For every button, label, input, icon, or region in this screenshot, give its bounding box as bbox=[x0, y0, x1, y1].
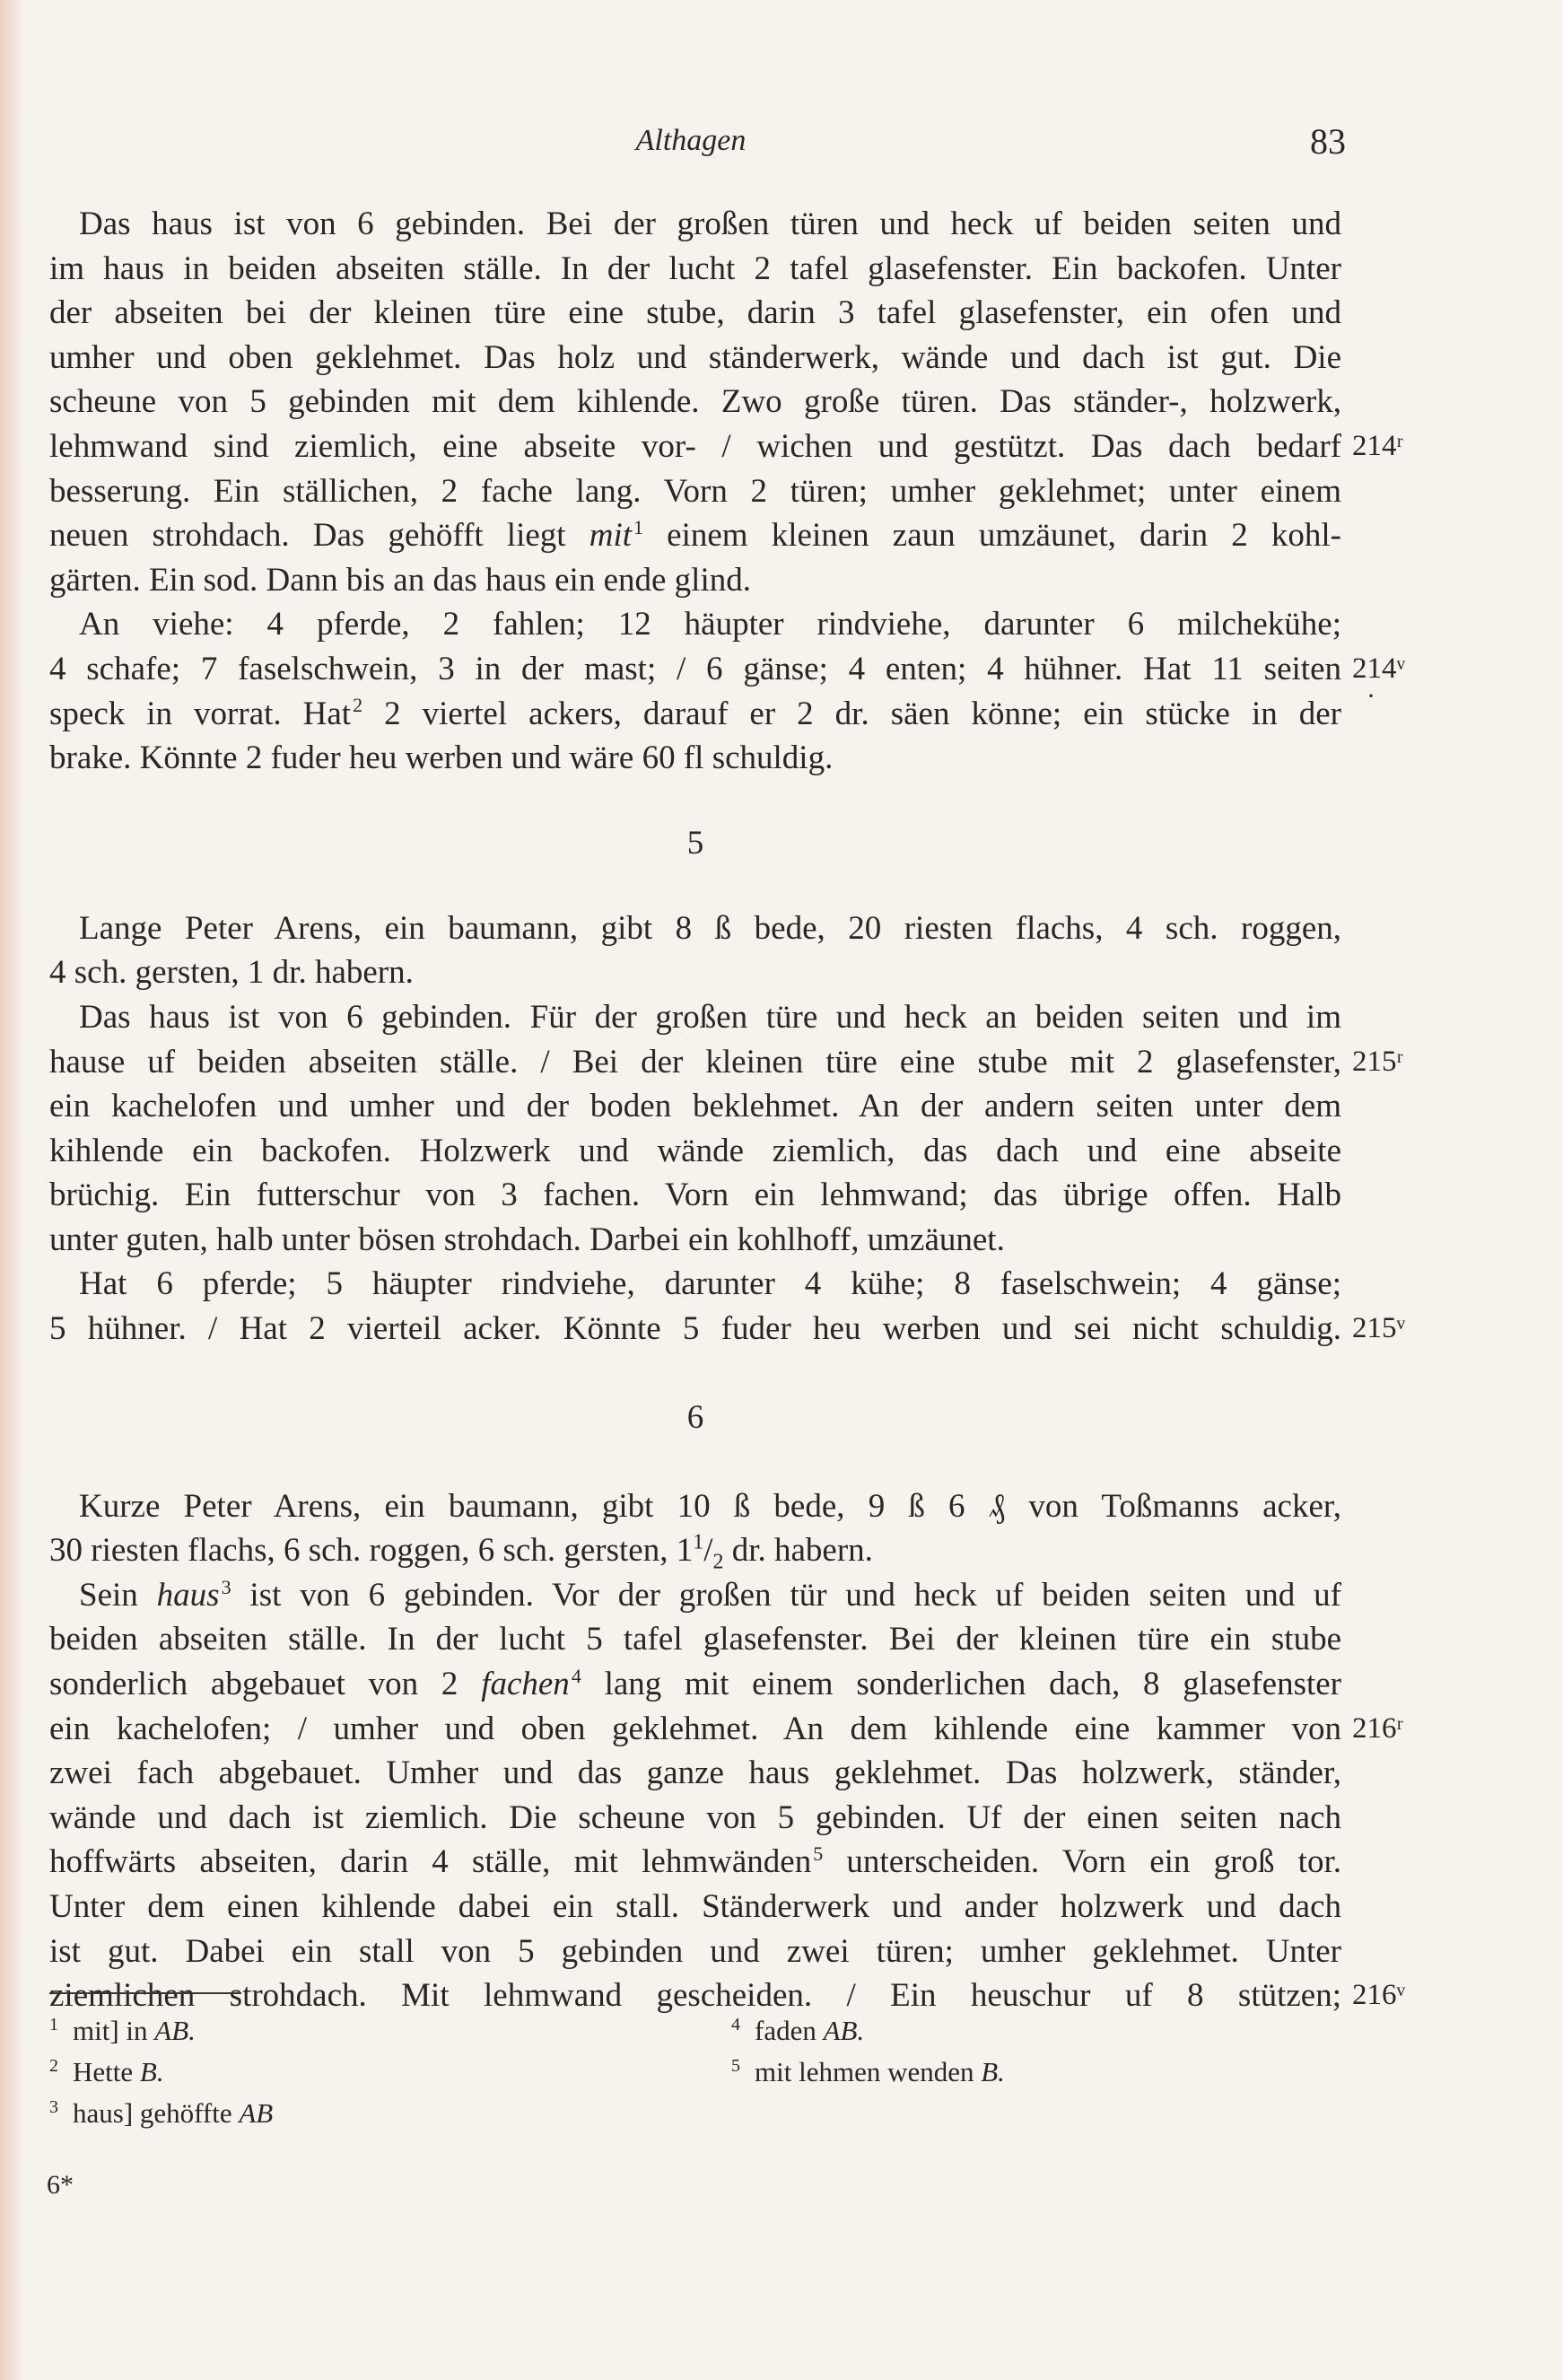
text-line bbox=[49, 247, 1341, 292]
text-line bbox=[49, 1484, 1341, 1529]
footnote-siglum: AB. bbox=[823, 2015, 865, 2046]
line-text: 30 riesten flachs, 6 sch. roggen, 6 sch. gersten, 1 bbox=[49, 1532, 694, 1570]
fraction-numerator: 1 bbox=[693, 1530, 704, 1554]
text-line bbox=[49, 1528, 1341, 1573]
footnote bbox=[731, 2010, 1005, 2052]
line-text: der abseiten bei der kleinen türe eine stube, darin 3 tafel glasefenster, ein ofen und bbox=[49, 294, 1341, 332]
line-text: 4 sch. gersten, 1 dr. habern. bbox=[49, 954, 414, 992]
line-text: hause uf beiden abseiten ställe. / Bei der kleinen türe eine stube mit 2 glasefenster, bbox=[49, 1043, 1341, 1081]
footnote-ref: 5 bbox=[813, 1842, 824, 1866]
text-line bbox=[49, 736, 1341, 781]
text-line bbox=[49, 1840, 1341, 1885]
line-text: gärten. Ein sod. Dann bis an das haus ein ende glind. bbox=[49, 561, 751, 599]
line-text: wände und dach ist ziemlich. Die scheune von 5 gebinden. Uf der einen seiten nach bbox=[49, 1798, 1341, 1836]
footnote-text: Hette bbox=[73, 2056, 140, 2087]
text-line bbox=[49, 202, 1341, 247]
line-text: 4 schafe; 7 faselschwein, 3 in der mast; / 6 gänse; 4 enten; 4 hühner. Hat 11 seiten bbox=[49, 650, 1341, 687]
page-number: 83 bbox=[1310, 121, 1346, 162]
line-text: umher und oben geklehmet. Das holz und ständerwerk, wände und dach ist gut. Die bbox=[49, 338, 1341, 376]
page-title: Althagen bbox=[635, 124, 747, 157]
line-text: zwei fach abgebauet. Umher und das ganze haus geklehmet. Das holzwerk, ständer, bbox=[49, 1754, 1341, 1792]
text-line bbox=[49, 1929, 1341, 1974]
line-text: lehmwand sind ziemlich, eine abseite vor- / wichen und gestützt. Das dach bedarf bbox=[49, 427, 1341, 465]
line-text: brüchig. Ein futterschur von 3 fachen. Vorn ein lehmwand; das übrige offen. Halb bbox=[49, 1177, 1341, 1214]
section-number: 5 bbox=[686, 824, 704, 862]
footnote-text: faden bbox=[755, 2015, 824, 2046]
text-line bbox=[49, 1040, 1403, 1085]
line-text: unterscheiden. Vorn ein groß tor. bbox=[823, 1843, 1341, 1881]
line-text: von Toßmanns acker, bbox=[1005, 1487, 1341, 1525]
folio-note: 214ʳ bbox=[1352, 429, 1403, 462]
footnote-ref: 3 bbox=[221, 1575, 231, 1598]
footnote-text: mit lehmen wenden bbox=[755, 2056, 982, 2087]
fraction-slash: / bbox=[703, 1532, 713, 1570]
text-line bbox=[49, 950, 1341, 995]
line-text: Sein bbox=[79, 1576, 157, 1614]
folio-note: 214ᵛ bbox=[1352, 652, 1406, 685]
text-line bbox=[49, 1307, 1406, 1352]
emphasis-text: mit bbox=[589, 517, 633, 555]
text-line bbox=[49, 995, 1341, 1040]
footnote-ref: 2 bbox=[353, 694, 363, 717]
line-text: An viehe: 4 pferde, 2 fahlen; 12 häupter rindviehe, darunter 6 milchekühe; bbox=[79, 606, 1341, 643]
line-text: sonderlich abgebauet von 2 bbox=[49, 1666, 482, 1703]
line-text: hoffwärts abseiten, darin 4 ställe, mit lehmwänden bbox=[49, 1843, 812, 1881]
line-text: 2 viertel ackers, darauf er 2 dr. säen könne; ein stücke in der bbox=[362, 695, 1341, 732]
text-line bbox=[49, 558, 1341, 603]
footnote-siglum: AB bbox=[239, 2097, 274, 2129]
text-line bbox=[49, 1662, 1341, 1707]
line-text: lang mit einem sonderlichen dach, 8 glasefenster bbox=[581, 1666, 1341, 1703]
line-text: brake. Könnte 2 fuder heu werben und wäre 60 fl schuldig. bbox=[49, 739, 834, 777]
footnote-siglum: B. bbox=[139, 2056, 164, 2087]
line-text: besserung. Ein ställichen, 2 fache lang. Vorn 2 türen; umher geklehmet; unter einem bbox=[49, 472, 1341, 510]
footnote-text: haus] gehöffte bbox=[73, 2097, 240, 2129]
text-line bbox=[49, 380, 1341, 424]
line-text: speck in vorrat. Hat bbox=[49, 695, 352, 732]
text-line bbox=[49, 692, 1341, 737]
line-text: beiden abseiten ställe. In der lucht 5 tafel glasefenster. Bei der kleinen türe ein stube bbox=[49, 1621, 1341, 1658]
footnote-ref: 1 bbox=[633, 515, 644, 538]
line-text: neuen strohdach. Das gehöfft liegt bbox=[49, 517, 589, 555]
folio-note: 215ᵛ bbox=[1352, 1312, 1406, 1345]
text-line bbox=[49, 1573, 1341, 1618]
footnote-rule bbox=[49, 1992, 241, 1994]
line-text: Das haus ist von 6 gebinden. Für der großen türe und heck an beiden seiten und im bbox=[79, 998, 1341, 1036]
text-line bbox=[49, 1796, 1341, 1841]
line-text: ein kachelofen; / umher und oben geklehmet. An dem kihlende eine kammer von bbox=[49, 1710, 1341, 1747]
line-text: im haus in beiden abseiten ställe. In der lucht 2 tafel glasefenster. Ein backofen. Unter bbox=[49, 249, 1341, 287]
signature-mark: 6* bbox=[47, 2170, 74, 2200]
folio-note: 215ʳ bbox=[1352, 1045, 1403, 1078]
footnote-ref: 4 bbox=[571, 1664, 581, 1687]
line-text: Unter dem einen kihlende dabei ein stall. Ständerwerk und ander holzwerk und dach bbox=[49, 1888, 1341, 1925]
emphasis-text: haus bbox=[156, 1576, 220, 1614]
text-line bbox=[49, 1707, 1403, 1752]
text-line bbox=[49, 1885, 1341, 1929]
text-line bbox=[49, 336, 1341, 381]
line-text: ist von 6 gebinden. Vor der großen tür und heck uf beiden seiten und uf bbox=[231, 1576, 1341, 1614]
line-text: Hat 6 pferde; 5 häupter rindviehe, darunter 4 kühe; 8 faselschwein; 4 gänse; bbox=[79, 1265, 1341, 1303]
line-text: Das haus ist von 6 gebinden. Bei der großen türen und heck uf beiden seiten und bbox=[79, 206, 1341, 242]
footnote bbox=[49, 2093, 273, 2134]
line-text: ein kachelofen und umher und der boden beklehmet. An der andern seiten unter dem bbox=[49, 1088, 1341, 1125]
folio-note: 216ᵛ bbox=[1352, 1979, 1406, 2012]
line-text: einem kleinen zaun umzäunet, darin 2 kohl- bbox=[643, 517, 1342, 555]
line-text: unter guten, halb unter bösen strohdach. Darbei ein kohlhoff, umzäunet. bbox=[49, 1221, 1005, 1258]
running-head bbox=[0, 117, 1563, 171]
footnote-number: 3 bbox=[49, 2096, 58, 2117]
line-text: scheune von 5 gebinden mit dem kihlende. Zwo große türen. Das ständer-, holzwerk, bbox=[49, 383, 1341, 421]
footnote-number: 2 bbox=[49, 2055, 58, 2076]
folio-note: 216ʳ bbox=[1352, 1711, 1403, 1745]
page-edge bbox=[0, 0, 23, 2380]
footnote-number: 5 bbox=[731, 2055, 740, 2076]
text-line bbox=[49, 1262, 1341, 1307]
section-number: 6 bbox=[686, 1398, 704, 1436]
footnote bbox=[731, 2052, 1005, 2093]
text-line bbox=[49, 906, 1341, 951]
text-line bbox=[49, 602, 1341, 647]
line-text: Kurze Peter Arens, ein baumann, gibt 10 ß bede, 9 ß 6 bbox=[79, 1487, 989, 1525]
text-line bbox=[49, 469, 1341, 514]
fraction-denominator: 2 bbox=[712, 1550, 724, 1574]
line-text: Lange Peter Arens, ein baumann, gibt 8 ß bede, 20 riesten flachs, 4 sch. roggen, bbox=[79, 909, 1341, 947]
text-line bbox=[49, 1617, 1341, 1662]
text-line bbox=[49, 1129, 1341, 1174]
text-line bbox=[49, 647, 1406, 711]
footnote-number: 1 bbox=[49, 2014, 58, 2034]
line-text: dr. habern. bbox=[723, 1532, 873, 1570]
emphasis-text: fachen bbox=[481, 1666, 570, 1703]
footnote-siglum: B. bbox=[981, 2056, 1005, 2087]
footnote bbox=[49, 2010, 273, 2052]
text-line bbox=[49, 291, 1341, 336]
line-text: ziemlichen strohdach. Mit lehmwand gescheiden. / Ein heuschur uf 8 stützen; bbox=[49, 1977, 1341, 2015]
text-line bbox=[49, 1173, 1341, 1218]
text-line bbox=[49, 513, 1341, 558]
text-line bbox=[49, 424, 1403, 469]
margin-mark: · bbox=[1367, 680, 1375, 711]
footnote-column-right bbox=[731, 2010, 1005, 2093]
footnote-number: 4 bbox=[731, 2014, 740, 2034]
line-text: ist gut. Dabei ein stall von 5 gebinden und zwei türen; umher geklehmet. Unter bbox=[49, 1932, 1341, 1970]
line-text: kihlende ein backofen. Holzwerk und wände ziemlich, das dach und eine abseite bbox=[49, 1132, 1341, 1169]
text-line bbox=[49, 1751, 1341, 1796]
footnote-column-left bbox=[49, 2010, 273, 2134]
footnote-siglum: AB. bbox=[154, 2015, 196, 2046]
main-text bbox=[49, 202, 1406, 2018]
pfennig-symbol: ₰ bbox=[988, 1487, 1006, 1525]
text-line bbox=[49, 1084, 1341, 1129]
footnote-text: mit] in bbox=[73, 2015, 155, 2046]
footnote bbox=[49, 2052, 273, 2093]
text-line bbox=[49, 1218, 1341, 1263]
line-text: 5 hühner. / Hat 2 vierteil acker. Könnte 5 fuder heu werben und sei nicht schuldig. bbox=[49, 1310, 1341, 1348]
